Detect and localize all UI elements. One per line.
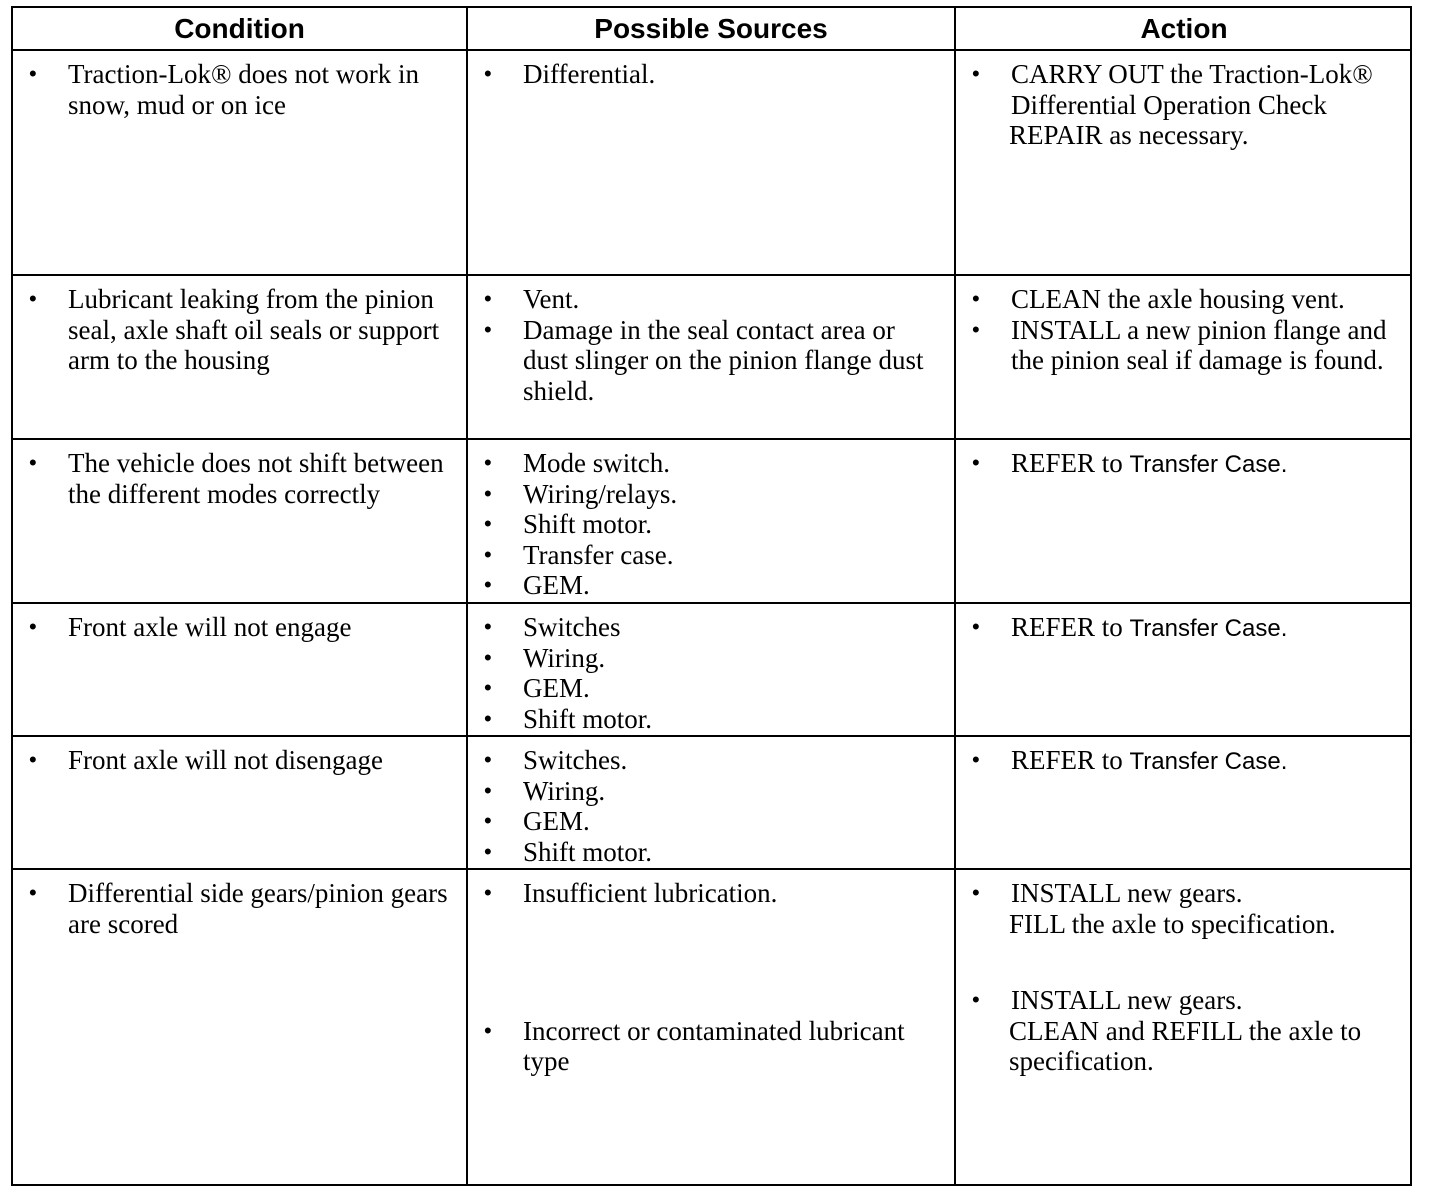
action-cell [955, 736, 1412, 869]
action-cell [955, 869, 1412, 1184]
header-condition: Condition [13, 8, 467, 50]
action-prefix: REFER to [1011, 448, 1123, 478]
condition-cell [13, 439, 467, 603]
sources-cell [467, 603, 955, 736]
condition-text: • Lubricant leaking from the pinion seal, axle shaft oil seals or support arm to the housing [29, 284, 456, 376]
source-item: • Wiring. [484, 643, 944, 674]
action-cell [955, 439, 1412, 603]
source-item: • Vent. [484, 284, 944, 315]
transfer-case-reference: Transfer Case. [1129, 451, 1288, 478]
action-continuation: FILL the axle to specification. [1009, 908, 1336, 939]
action-prefix: REFER to [1011, 612, 1123, 642]
source-item: • Shift motor. [484, 509, 944, 540]
transfer-case-reference: Transfer Case. [1129, 615, 1288, 642]
source-item: • Shift motor. [484, 837, 944, 868]
sources-cell [467, 50, 955, 275]
source-item: • GEM. [484, 673, 944, 704]
action-continuation: REPAIR as necessary. [1009, 120, 1249, 151]
source-item: • Damage in the seal contact area or dust slinger on the pinion flange dust shield. [484, 315, 944, 407]
action-cell [955, 50, 1412, 275]
action-item [972, 59, 1402, 151]
table-row [13, 869, 1412, 1184]
action-item [972, 745, 1402, 778]
action-prefix: REFER to [1011, 745, 1123, 775]
source-item: • Switches. [484, 745, 944, 776]
source-item: • Shift motor. [484, 704, 944, 735]
condition-text: • Front axle will not engage [29, 612, 456, 643]
table-row [13, 439, 1412, 603]
condition-cell [13, 603, 467, 736]
action-cell [955, 603, 1412, 736]
source-item: • Wiring/relays. [484, 479, 944, 510]
source-item: • Mode switch. [484, 448, 944, 479]
action-text: CARRY OUT the Traction-Lok® Differential Operation Check [1011, 59, 1373, 120]
source-item: • Insufficient lubrication. [484, 878, 944, 909]
action-item: • INSTALL a new pinion flange and the pinion seal if damage is found. [972, 315, 1402, 376]
action-cell [955, 275, 1412, 439]
condition-text: • Front axle will not disengage [29, 745, 456, 776]
sources-cell [467, 439, 955, 603]
source-item: • GEM. [484, 570, 944, 601]
condition-cell [13, 50, 467, 275]
condition-text: • Differential side gears/pinion gears are scored [29, 878, 456, 939]
table-row [13, 736, 1412, 869]
table-row [13, 275, 1412, 439]
condition-cell [13, 736, 467, 869]
sources-cell [467, 869, 955, 1184]
source-item: • Transfer case. [484, 540, 944, 571]
table-header-row [13, 8, 1412, 50]
condition-cell [13, 275, 467, 439]
sources-cell [467, 275, 955, 439]
transfer-case-reference: Transfer Case. [1129, 748, 1288, 775]
action-item [972, 612, 1402, 645]
action-text: INSTALL new gears. [1011, 878, 1243, 908]
header-action: Action [955, 8, 1412, 50]
table-row [13, 50, 1412, 275]
header-possible-sources: Possible Sources [467, 8, 955, 50]
source-item: • Differential. [484, 59, 944, 90]
action-item [972, 448, 1402, 481]
action-item [972, 985, 1402, 1077]
table-row [13, 603, 1412, 736]
condition-text: • Traction-Lok® does not work in snow, mud or on ice [29, 59, 456, 120]
diagnosis-table [13, 8, 1412, 1184]
condition-cell [13, 869, 467, 1184]
diagnosis-table-frame [11, 6, 1412, 1186]
source-item: • Wiring. [484, 776, 944, 807]
action-text: INSTALL new gears. [1011, 985, 1243, 1016]
source-item: • Incorrect or contaminated lubricant type [484, 1016, 944, 1077]
action-item [972, 878, 1402, 939]
condition-text: • The vehicle does not shift between the different modes correctly [29, 448, 456, 509]
source-item: • GEM. [484, 806, 944, 837]
action-continuation: CLEAN and REFILL the axle to specification. [1009, 1015, 1362, 1077]
sources-cell [467, 736, 955, 869]
source-item: • Switches [484, 612, 944, 643]
action-item: • CLEAN the axle housing vent. [972, 284, 1402, 315]
